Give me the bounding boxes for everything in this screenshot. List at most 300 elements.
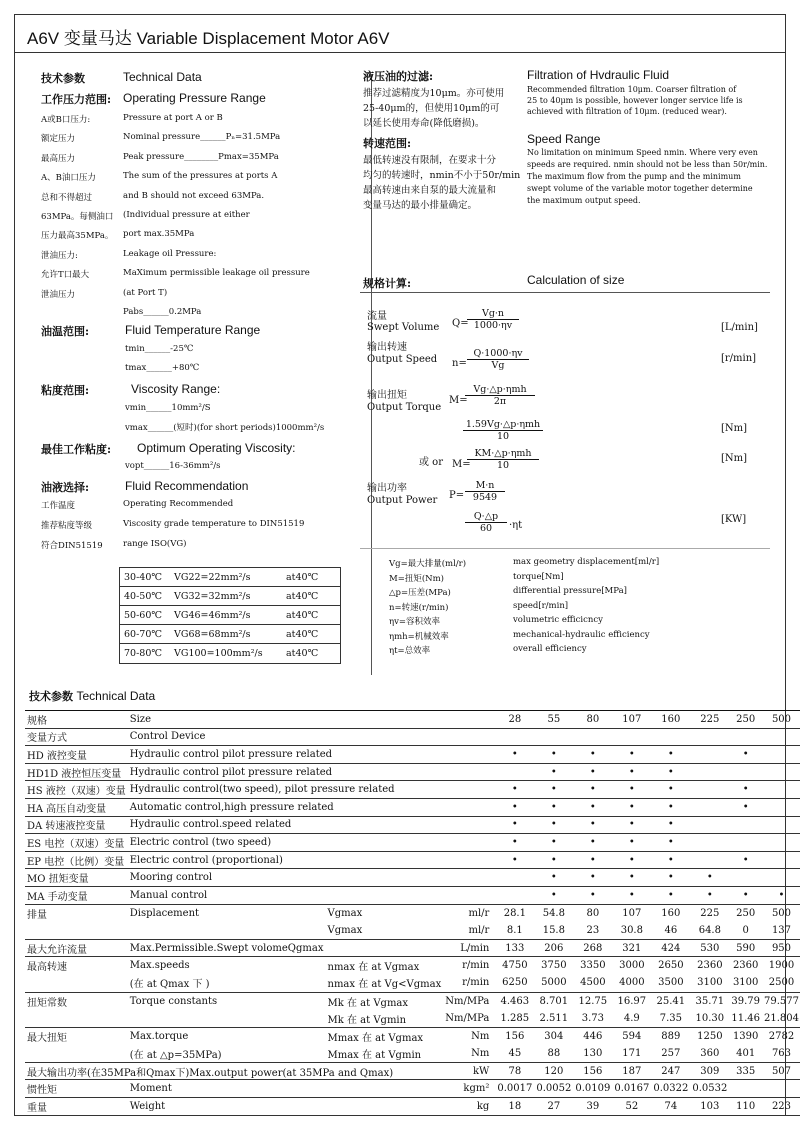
visc-cell: 30-40℃ <box>124 571 163 583</box>
speed-en-line: The maximum flow from the pump and the minimum <box>527 172 741 181</box>
ft-heading-zh: 油温范围: <box>41 325 90 338</box>
speed-heading-en: Speed Range <box>527 132 601 146</box>
row-value: 309 <box>690 1062 729 1080</box>
fr-row-en: Operating Recommended <box>123 499 234 509</box>
power-label-zh: 输出功率 <box>367 483 407 494</box>
control-zh: EP 电控（比例）变量 <box>25 851 128 869</box>
control-zh: HA 高压自动变量 <box>25 798 128 816</box>
spec-row <box>25 1098 800 1116</box>
control-mark: • <box>651 886 690 904</box>
row-value: 3350 <box>580 960 606 972</box>
control-mark <box>690 746 729 764</box>
row-value: 950 <box>762 939 800 957</box>
row-label-en: (在 at Qmax 下 ) <box>128 974 326 992</box>
row-value: 156 <box>573 1062 612 1080</box>
row-value: 4000 <box>612 974 651 992</box>
control-mark: • <box>651 763 690 781</box>
row-value: 27 <box>534 1098 573 1116</box>
spec-row <box>25 711 800 729</box>
row-value: 110 <box>729 1098 762 1116</box>
speed-fraction <box>467 348 529 371</box>
row-value: 156 <box>505 1030 525 1042</box>
control-mark <box>690 763 729 781</box>
row-label: 最大输出功率(在35MPa和Qmax下)Max.output power(at 35MPa and Qmax) <box>25 1062 443 1080</box>
control-mark <box>762 746 800 764</box>
control-mark <box>690 816 729 834</box>
row-value: 1250 <box>697 1030 723 1042</box>
row-value: 28.1 <box>503 907 526 919</box>
op-row-zh: A、B油口压力 <box>41 173 96 184</box>
row-sub: nmax 在 at Vgmax <box>327 962 420 974</box>
row-value: 7.35 <box>651 1010 690 1028</box>
flow-fraction <box>467 308 519 331</box>
control-mark <box>762 763 800 781</box>
size-value: 28 <box>495 711 534 729</box>
row-sub: Mmax 在 at Vgmin <box>326 1045 444 1063</box>
row-value: 15.8 <box>534 922 573 940</box>
row-value: 30.8 <box>612 922 651 940</box>
power2-unit: [KW] <box>721 514 747 525</box>
torque3-unit: [Nm] <box>721 453 748 464</box>
row-value: 25.41 <box>656 995 686 1007</box>
tmin-row: tmin______-25℃ <box>125 344 194 354</box>
spec-row <box>25 886 800 904</box>
row-value: 187 <box>612 1062 651 1080</box>
power2-tail: ·ηt <box>509 520 523 531</box>
control-mark: • <box>651 834 690 852</box>
fr-heading-en: Fluid Recommendation <box>125 479 249 493</box>
spec-row <box>25 763 800 781</box>
op-row-en: Leakage oil Pressure: <box>123 248 217 259</box>
op-row-en: port max.35MPa <box>123 229 195 240</box>
filt-zh-line: 以延长使用寿命(降低磨损)。 <box>363 118 485 129</box>
control-mark: • <box>534 851 573 869</box>
row-sub <box>326 939 444 957</box>
row-value: 4.463 <box>500 995 530 1007</box>
speed-unit: [r/min] <box>721 353 757 364</box>
control-en: Automatic control,high pressure related <box>128 798 496 816</box>
speed-heading-zh: 转速范围: <box>363 137 412 150</box>
control-mark: • <box>612 851 651 869</box>
row-value: 594 <box>622 1030 642 1042</box>
control-zh: HD1D 液控恒压变量 <box>25 763 128 781</box>
control-zh: HS 液控（双速）变量 <box>25 781 128 799</box>
visc-row <box>120 644 340 663</box>
op-row-zh: 最高压力 <box>41 153 76 164</box>
control-mark <box>690 728 729 746</box>
row-value: 3100 <box>729 974 762 992</box>
control-en: Mooring control <box>128 869 496 887</box>
control-mark <box>651 728 690 746</box>
power-num: M·n <box>465 480 505 492</box>
torque3-fraction <box>467 448 539 471</box>
control-en: Hydraulic control.speed related <box>128 816 496 834</box>
row-unit: Nm/MPa <box>445 995 490 1007</box>
power-fraction <box>465 480 505 503</box>
fr-heading-zh: 油液选择: <box>41 481 90 494</box>
speed-zh-line: 变量马达的最小排量确定。 <box>363 200 478 211</box>
row-sub <box>326 1080 444 1098</box>
row-value: 2360 <box>732 960 759 972</box>
row-label-zh: 最大允许流量 <box>25 939 128 957</box>
fr-row-zh: 工作温度 <box>41 501 76 511</box>
power2-fraction <box>465 511 507 534</box>
row-value: 39.79 <box>731 995 760 1007</box>
flow-num: Vg·n <box>467 308 519 320</box>
row-value: 500 <box>771 907 792 919</box>
calc-heading-zh: 规格计算: <box>363 277 412 290</box>
size-value: 160 <box>651 711 690 729</box>
row-label-en: (在 at △p=35MPa) <box>128 1045 326 1063</box>
spec-row <box>25 834 800 852</box>
spec-row <box>25 1045 800 1063</box>
vmax-row: vmax______(短时)(for short periods)1000mm²/s <box>125 423 325 433</box>
row-value: 78 <box>495 1062 534 1080</box>
row-value: 590 <box>729 939 762 957</box>
control-mark: • <box>651 851 690 869</box>
row-value: 0.0109 <box>573 1080 612 1098</box>
control-mark <box>612 728 651 746</box>
speed-num: Q·1000·ηv <box>467 348 529 360</box>
flow-den: 1000·ηv <box>473 320 513 331</box>
control-mark: • <box>495 798 534 816</box>
row-value: 23 <box>573 922 612 940</box>
page-title: A6V 变量马达 Variable Displacement Motor A6V <box>27 29 390 48</box>
spec-row <box>25 992 800 1010</box>
op-row-en: The sum of the pressures at ports A <box>123 171 278 182</box>
vopt-row: vopt______16-36mm²/s <box>125 461 221 471</box>
speed-zh-line: 均匀的转速时，nmin不小于50r/min <box>363 170 521 181</box>
flow-lhs: Q= <box>452 318 469 329</box>
control-mark: • <box>612 763 651 781</box>
row-value: 250 <box>736 907 756 919</box>
speed-zh-line: 最高转速由来自泵的最大流量和 <box>363 185 497 196</box>
size-label-en: Size <box>128 711 496 729</box>
row-value: 45 <box>495 1045 534 1063</box>
op-row-en: Pabs______0.2MPa <box>123 307 202 317</box>
row-label-zh: 惯性矩 <box>25 1080 128 1098</box>
row-value: 530 <box>690 939 729 957</box>
control-mark: • <box>534 763 573 781</box>
row-sub: Mk 在 at Vgmin <box>326 1010 444 1028</box>
spec-row <box>25 922 800 940</box>
control-mark <box>495 728 534 746</box>
control-mark: • <box>573 834 612 852</box>
power2-den: 60 <box>479 523 493 534</box>
op-row-zh: 允许T口最大 <box>41 270 90 281</box>
row-value: 2650 <box>658 960 684 972</box>
control-mark: • <box>651 746 690 764</box>
row-label-en <box>128 1010 326 1028</box>
spec-row <box>25 957 800 975</box>
row-value: 321 <box>612 939 651 957</box>
control-mark <box>729 728 762 746</box>
visc-cell: 60-70℃ <box>124 628 163 640</box>
row-value: 446 <box>583 1030 603 1042</box>
filt-en-line: 25 to 40μm is possible, however longer service life is <box>527 96 743 105</box>
speed-en-line: the maximum output speed. <box>527 196 641 205</box>
spec-row <box>25 1080 800 1098</box>
control-mark <box>762 851 800 869</box>
row-value: 0.0532 <box>690 1080 729 1098</box>
legend-symbol: △p=压差(MPa) <box>389 588 451 598</box>
control-mark: • <box>573 763 612 781</box>
control-mark: • <box>573 816 612 834</box>
control-en: Manual control <box>128 886 496 904</box>
legend-desc: overall efficiency <box>513 644 587 654</box>
speed-label-zh: 输出转速 <box>367 342 407 353</box>
filt-heading-zh: 液压油的过滤: <box>363 70 434 83</box>
row-label-zh <box>25 974 128 992</box>
spec-row <box>25 939 800 957</box>
row-value: 4500 <box>573 974 612 992</box>
control-mark: • <box>729 781 762 799</box>
op-row-en: Pressure at port A or B <box>123 113 223 123</box>
torque2-den: 10 <box>496 431 510 442</box>
row-label-en: Moment <box>128 1080 326 1098</box>
control-mark: • <box>495 746 534 764</box>
row-unit: ml/r <box>468 907 490 919</box>
visc-row <box>120 606 340 625</box>
torque3-den: 10 <box>496 460 510 471</box>
control-mark: • <box>534 886 573 904</box>
control-mark: • <box>651 798 690 816</box>
op-row-zh: 泄油压力: <box>41 250 78 261</box>
tmax-row: tmax______+80℃ <box>125 363 200 373</box>
control-mark: • <box>612 869 651 887</box>
row-label-zh <box>25 922 128 940</box>
row-label-en: Weight <box>128 1098 326 1116</box>
filt-heading-en: Filtration of Hvdraulic Fluid <box>527 68 670 82</box>
visc-row <box>120 587 340 606</box>
control-mark <box>762 816 800 834</box>
row-value: 304 <box>544 1030 564 1042</box>
control-mark <box>762 728 800 746</box>
row-value: 171 <box>612 1045 651 1063</box>
row-unit: r/min <box>462 960 490 972</box>
control-mark: • <box>729 886 762 904</box>
row-value: 763 <box>762 1045 800 1063</box>
row-value: 507 <box>762 1062 800 1080</box>
size-value: 225 <box>690 711 729 729</box>
row-value: 3000 <box>619 960 645 972</box>
control-mark: • <box>573 869 612 887</box>
torque-label-zh: 输出扭矩 <box>367 390 407 401</box>
page-frame <box>14 14 799 1116</box>
control-mark <box>729 763 762 781</box>
op-row-zh: 泄油压力 <box>41 289 76 300</box>
power2-num: Q·△p <box>465 511 507 523</box>
row-sub: Mmax 在 at Vgmax <box>327 1032 424 1044</box>
control-mark: • <box>573 851 612 869</box>
row-value: 0.0322 <box>651 1080 690 1098</box>
row-value: 6250 <box>495 974 534 992</box>
size-value: 55 <box>534 711 573 729</box>
op-row-zh: 压力最高35MPa。 <box>41 231 114 242</box>
control-mark: • <box>612 798 651 816</box>
header-bar <box>15 15 785 53</box>
row-value: 223 <box>762 1098 800 1116</box>
size-value: 500 <box>762 711 800 729</box>
vr-heading-en: Viscosity Range: <box>131 382 221 396</box>
control-en: Control Device <box>128 728 496 746</box>
speed-zh-line: 最低转速没有限制，在要求十分 <box>363 155 497 166</box>
vr-heading-zh: 粘度范围: <box>41 384 90 397</box>
op-row-zh: 总和不得超过 <box>41 192 93 203</box>
spec-row <box>25 869 800 887</box>
control-mark <box>729 834 762 852</box>
row-sub <box>326 1098 444 1116</box>
op-row-en: (Individual pressure at either <box>123 210 250 220</box>
row-value: 103 <box>690 1098 729 1116</box>
size-value: 80 <box>573 711 612 729</box>
row-value: 16.97 <box>617 995 647 1007</box>
torque3-num: KM·△p·ηmh <box>467 448 539 460</box>
row-label-en: Torque constants <box>129 995 218 1007</box>
row-sub: Mk 在 at Vgmax <box>327 997 409 1009</box>
control-mark: • <box>729 746 762 764</box>
control-zh: MA 手动变量 <box>25 886 128 904</box>
row-value: 18 <box>495 1098 534 1116</box>
control-mark: • <box>534 746 573 764</box>
size-label-zh: 规格 <box>25 711 128 729</box>
row-value: 225 <box>700 907 720 919</box>
row-label-en: Displacement <box>129 907 200 919</box>
op-row-zh: 63MPa。每侧油口 <box>41 212 114 222</box>
spec-table <box>25 710 800 1116</box>
spec-heading-en: Technical Data <box>76 689 156 703</box>
torque-fraction <box>465 384 535 407</box>
row-value: 3.73 <box>573 1010 612 1028</box>
control-mark <box>690 781 729 799</box>
row-unit: kgm² <box>443 1080 495 1098</box>
ft-heading-en: Fluid Temperature Range <box>125 323 261 337</box>
control-mark <box>762 798 800 816</box>
control-mark <box>690 834 729 852</box>
visc-cell: at40℃ <box>286 590 319 602</box>
legend-symbol: ηt=总效率 <box>389 646 431 656</box>
visc-cell: VG22=22mm²/s <box>174 571 251 583</box>
visc-cell: 70-80℃ <box>124 648 163 659</box>
control-mark: • <box>534 781 573 799</box>
power-lhs: P= <box>449 490 465 501</box>
filt-zh-line: 推荐过滤精度为10μm。亦可使用 <box>363 88 505 99</box>
control-mark <box>729 816 762 834</box>
visc-row <box>120 568 340 587</box>
legend-symbol: ηv=容积效率 <box>389 617 441 627</box>
legend-desc: speed[r/min] <box>513 600 569 611</box>
row-label-zh <box>25 1010 128 1028</box>
torque-num: Vg·△p·ηmh <box>465 384 535 396</box>
control-en: Hydraulic control(two speed), pilot pressure related <box>128 781 496 799</box>
control-mark: • <box>495 816 534 834</box>
row-unit: kW <box>443 1062 495 1080</box>
spec-row <box>25 1027 800 1045</box>
row-value: 360 <box>690 1045 729 1063</box>
op-heading-en: Operating Pressure Range <box>123 91 266 105</box>
row-value: 1.285 <box>495 1010 534 1028</box>
filt-en-line: achieved with filtration of 10μm. (reduced wear). <box>527 107 727 116</box>
power-label-en: Output Power <box>367 495 438 506</box>
control-zh: DA 转速液控变量 <box>25 816 128 834</box>
spec-row <box>25 816 800 834</box>
control-mark: • <box>729 798 762 816</box>
torque-den: 2π <box>493 396 507 407</box>
row-label-zh: 扭矩常数 <box>27 997 67 1009</box>
calc-rule <box>360 292 770 293</box>
legend-desc: torque[Nm] <box>513 571 564 582</box>
legend-desc: max geometry displacement[ml/r] <box>513 557 660 567</box>
row-label-en <box>128 922 326 940</box>
row-value: 4.9 <box>612 1010 651 1028</box>
torque-lhs: M= <box>449 395 468 406</box>
visc-cell: at40℃ <box>286 571 319 583</box>
control-mark: • <box>651 869 690 887</box>
control-mark: • <box>651 816 690 834</box>
legend-desc: mechanical-hydraulic efficiency <box>513 629 650 640</box>
row-value: 88 <box>534 1045 573 1063</box>
row-value: 2500 <box>762 974 800 992</box>
op-row-zh: A或B口压力: <box>41 115 91 125</box>
control-mark: • <box>612 781 651 799</box>
control-zh: ES 电控（双速）变量 <box>25 834 128 852</box>
visc-cell: at40℃ <box>286 628 319 640</box>
visc-cell: at40℃ <box>286 609 319 621</box>
row-label-en: Max.Permissible.Swept volomeQgmax <box>128 939 326 957</box>
control-mark <box>690 798 729 816</box>
legend-symbol: ηmh=机械效率 <box>389 631 449 642</box>
spec-row <box>25 798 800 816</box>
row-value <box>762 1080 800 1098</box>
op-row-en: MaXimum permissible leakage oil pressure <box>123 268 310 279</box>
row-value: 335 <box>729 1062 762 1080</box>
spec-row <box>25 1010 800 1028</box>
row-value: 3100 <box>690 974 729 992</box>
control-mark: • <box>729 851 762 869</box>
row-value: 0 <box>729 922 762 940</box>
row-value: 35.71 <box>695 995 725 1007</box>
control-mark <box>762 869 800 887</box>
control-en: Electric control (proportional) <box>128 851 496 869</box>
row-label-zh <box>25 1045 128 1063</box>
row-value: 107 <box>622 907 642 919</box>
spec-row <box>25 904 800 922</box>
spec-row <box>25 781 800 799</box>
op-row-en: Peak pressure________Pmax=35MPa <box>123 151 279 162</box>
torque2-unit: [Nm] <box>721 423 748 434</box>
visc-row <box>120 625 340 644</box>
control-mark <box>762 834 800 852</box>
ov-heading-zh: 最佳工作粘度: <box>41 443 112 456</box>
row-unit: r/min <box>443 974 495 992</box>
row-label-en: Max.speeds <box>129 960 190 972</box>
speed-label-en: Output Speed <box>367 354 438 365</box>
control-zh: MO 扭矩变量 <box>25 869 128 887</box>
row-value: 3500 <box>651 974 690 992</box>
op-row-en: (at Port T) <box>123 287 168 298</box>
torque-label-en: Output Torque <box>367 402 442 413</box>
row-label-zh: 重量 <box>25 1098 128 1116</box>
row-value: 21.804 <box>762 1010 800 1028</box>
ov-heading-en: Optimum Operating Viscosity: <box>137 441 296 455</box>
spec-row <box>25 974 800 992</box>
power-den: 9549 <box>472 492 498 503</box>
row-value: 2782 <box>768 1030 795 1042</box>
flow-label-zh: 流量 <box>367 311 387 322</box>
control-mark <box>495 763 534 781</box>
control-mark <box>495 886 534 904</box>
control-mark: • <box>612 886 651 904</box>
